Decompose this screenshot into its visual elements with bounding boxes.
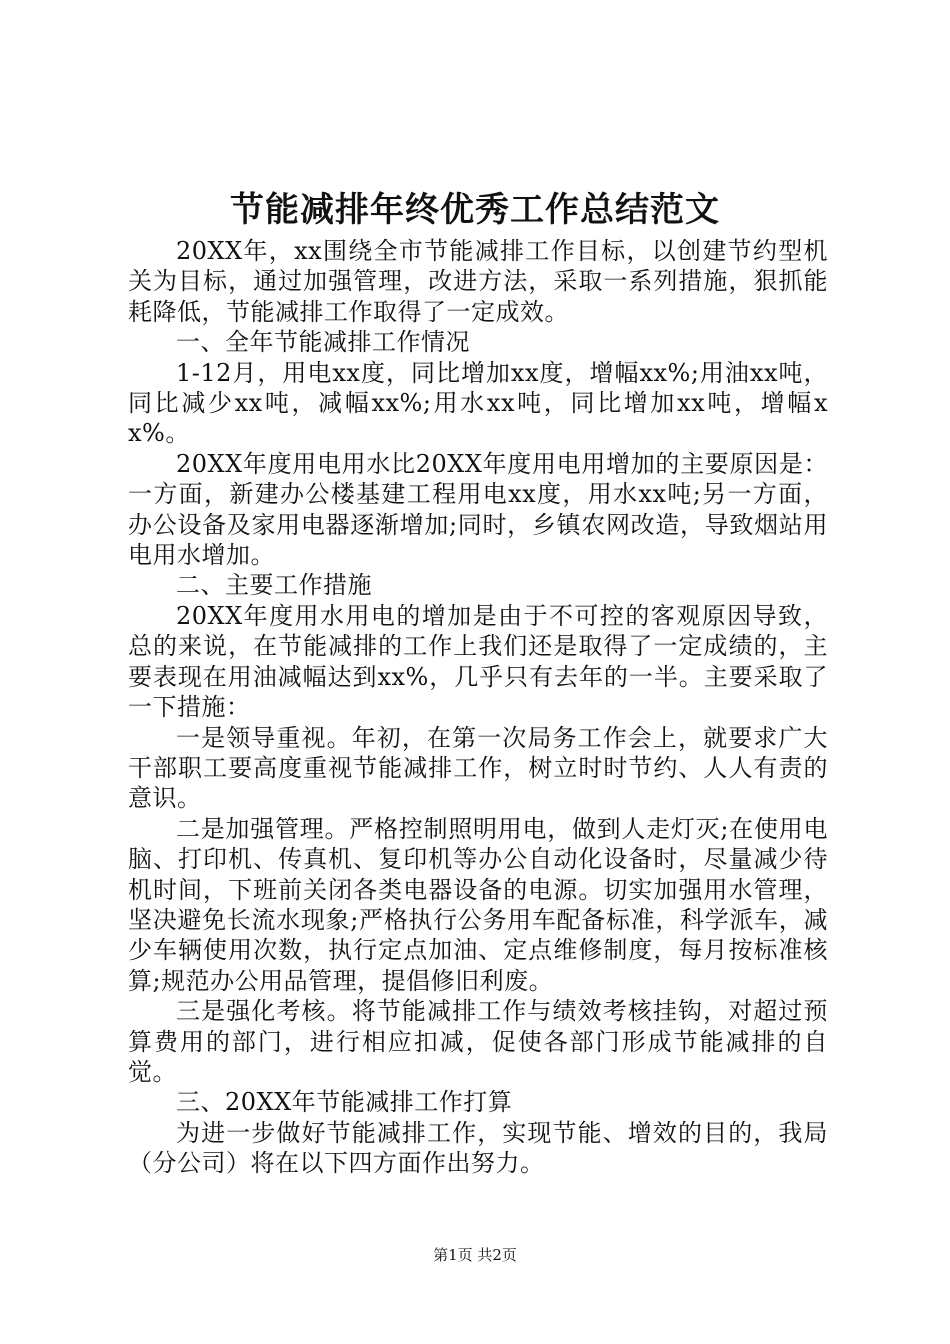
- paragraph-measure-assessment: 三是强化考核。将节能减排工作与绩效考核挂钩，对超过预算费用的部门，进行相应扣减，促使各部门形成节能减排的自觉。: [128, 997, 828, 1086]
- section-heading-1: 一、全年节能减排工作情况: [176, 328, 470, 357]
- paragraph-usage-stats: 1-12月，用电xx度，同比增加xx度，增幅xx%;用油xx吨，同比减少xx吨，减幅xx%;用水xx吨，同比增加xx吨，增幅xx%。: [128, 358, 828, 448]
- document-title: 节能减排年终优秀工作总结范文: [230, 190, 720, 230]
- paragraph-intro: 20XX年，xx围绕全市节能减排工作目标，以创建节约型机关为目标，通过加强管理，改进方法，采取一系列措施，狠抓能耗降低，节能减排工作取得了一定成效。: [128, 237, 828, 326]
- document-body: [128, 236, 828, 1179]
- paragraph-measures-summary: 20XX年度用水用电的增加是由于不可控的客观原因导致，总的来说，在节能减排的工作上我们还是取得了一定成绩的，主要表现在用油减幅达到xx%，几乎只有去年的一半。主要采取了一下措施：: [128, 601, 828, 722]
- paragraph-plan-intro: 为进一步做好节能减排工作，实现节能、增效的目的，我局（分公司）将在以下四方面作出努力。: [128, 1118, 828, 1178]
- paragraph-measure-leadership: 一是领导重视。年初，在第一次局务工作会上，就要求广大干部职工要高度重视节能减排工作，树立时时节约、人人有责的意识。: [128, 723, 828, 813]
- section-heading-3: 三、20XX年节能减排工作打算: [176, 1088, 513, 1117]
- paragraph-increase-reasons: 20XX年度用电用水比20XX年度用电用增加的主要原因是：一方面，新建办公楼基建工程用电xx度，用水xx吨;另一方面，办公设备及家用电器逐渐增加;同时，乡镇农网改造，导致烟站用电用水增加。: [128, 449, 828, 570]
- section-heading-2: 二、主要工作措施: [176, 571, 372, 600]
- paragraph-measure-management: 二是加强管理。严格控制照明用电，做到人走灯灭;在使用电脑、打印机、传真机、复印机等办公自动化设备时，尽量减少待机时间，下班前关闭各类电器设备的电源。切实加强用水管理，坚决避免长流水现象;严格执行公务用车配备标准，科学派车，减少车辆使用次数，执行定点加油、定点维修制度，每月按标准核算;规范办公用品管理，提倡修旧利废。: [128, 814, 828, 995]
- page-number-footer: 第1页 共2页: [433, 1246, 517, 1264]
